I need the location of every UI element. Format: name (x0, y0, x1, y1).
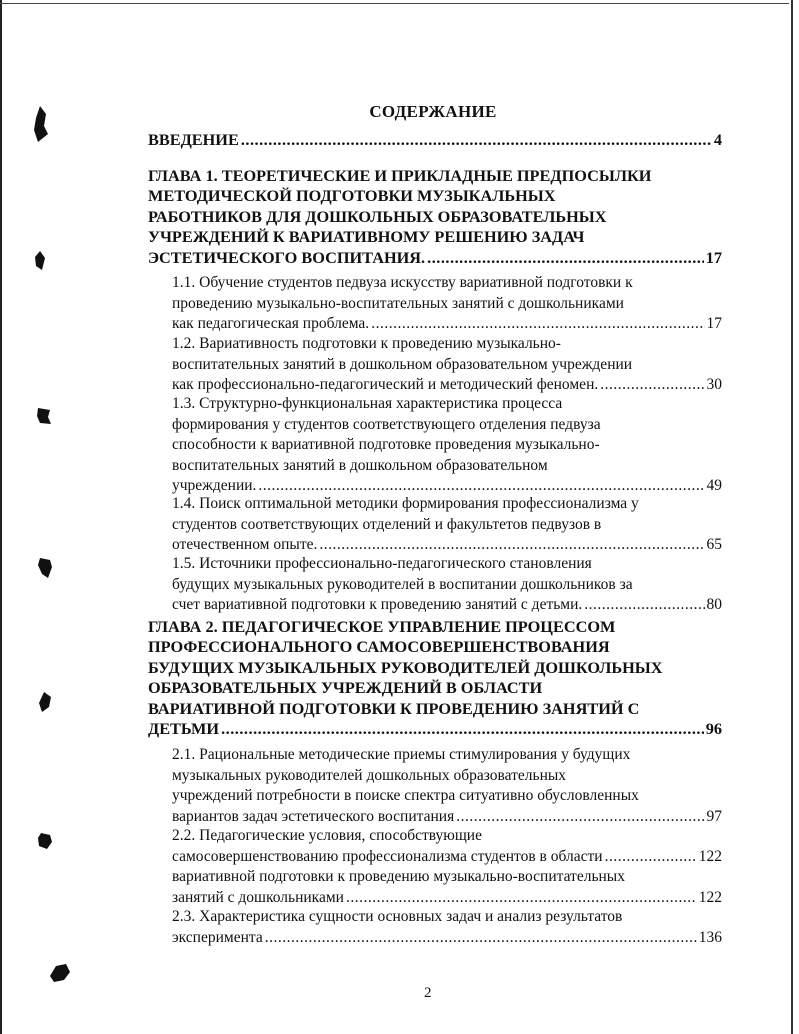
punch-hole-mark (36, 830, 54, 852)
entry-line: студентов соответствующих отделений и факультетов педвузов в (172, 515, 602, 533)
page-ref: 96 (705, 719, 722, 739)
entry-line: 2.3. Характеристика сущности основных задач и анализ результатов (172, 908, 623, 925)
entry-line: ПРОФЕССИОНАЛЬНОГО САМОСОВЕРШЕНСТВОВАНИЯ (148, 637, 610, 657)
entry-line: 1.3. Структурно-функциональная характеристика процесса (172, 395, 563, 412)
dot-leader (346, 888, 697, 909)
entry-line: 1.4. Поиск оптимальной методики формирования профессионализма у (172, 495, 639, 512)
page-ref: 49 (706, 477, 722, 495)
toc-entry-section-2-2 (172, 826, 722, 867)
toc-entry-section-1-4 (172, 494, 722, 556)
entry-text: эксперимента (172, 928, 263, 946)
page-ref: 136 (698, 928, 722, 946)
entry-line: ОБРАЗОВАТЕЛЬНЫХ УЧРЕЖДЕНИЙ В ОБЛАСТИ (148, 678, 543, 698)
entry-line: БУДУЩИХ МУЗЫКАЛЬНЫХ РУКОВОДИТЕЛЕЙ ДОШКОЛЬНЫХ (148, 657, 663, 677)
toc-entry-section-1-3 (172, 394, 722, 497)
toc-entry-section-1-2 (172, 334, 722, 396)
toc-entry-chapter-2 (148, 617, 722, 739)
toc-entry-section-1-1 (172, 273, 722, 335)
entry-line: ГЛАВА 1. ТЕОРЕТИЧЕСКИЕ И ПРИКЛАДНЫЕ ПРЕДПОСЫЛКИ (148, 166, 652, 185)
entry-line: будущих музыкальных руководителей в воспитании дошкольников за (172, 575, 633, 593)
page-ref: 80 (706, 596, 722, 614)
scan-top-edge (0, 3, 789, 4)
scan-right-edge (791, 0, 793, 1034)
toc-entry-section-2-3 (172, 907, 722, 948)
toc-entry-section-1-5 (172, 554, 722, 616)
entry-line: ГЛАВА 2. ПЕДАГОГИЧЕСКОЕ УПРАВЛЕНИЕ ПРОЦЕССОМ (148, 617, 616, 636)
entry-line: РАБОТНИКОВ ДЛЯ ДОШКОЛЬНЫХ ОБРАЗОВАТЕЛЬНЫХ (148, 206, 607, 226)
page-ref: 122 (698, 888, 722, 906)
entry-line: музыкальных руководителей дошкольных образовательных (172, 766, 567, 784)
toc-entry-chapter-1 (148, 166, 722, 268)
entry-line: 1.5. Источники профессионально-педагогического становления (172, 555, 592, 572)
entry-text: вариантов задач эстетического воспитания (172, 807, 455, 825)
entry-text: как педагогическая проблема. (172, 315, 370, 333)
dot-leader (319, 535, 704, 556)
entry-line: учреждений потребности в поиске спектра ситуативно обусловленных (172, 787, 639, 805)
entry-line: вариативной подготовки к проведению музыкально-воспитательных (172, 868, 625, 885)
dot-leader (600, 375, 704, 396)
dot-leader (605, 847, 697, 868)
entry-text: как профессионально-педагогический и методический феномен. (172, 376, 599, 394)
punch-hole-mark (35, 405, 53, 427)
entry-text: ДЕТЬМИ (148, 719, 220, 739)
entry-line: способности к вариативной подготовке проведения музыкально- (172, 436, 600, 454)
entry-text: ЭСТЕТИЧЕСКОГО ВОСПИТАНИЯ. (148, 247, 426, 267)
punch-hole-mark (33, 250, 47, 274)
entry-line: формирования у студентов соответствующего отделения педвуза (172, 415, 601, 433)
dot-leader (265, 928, 697, 949)
entry-line: 2.2. Педагогические условия, способствующие (172, 827, 482, 844)
entry-line: 2.1. Рациональные методические приемы стимулирования у будущих (172, 746, 631, 763)
punch-hole-mark (36, 690, 54, 714)
dot-leader (456, 807, 704, 828)
page-ref: 17 (706, 315, 722, 333)
page-number: 2 (424, 985, 432, 1001)
entry-text: занятий с дошкольниками (172, 888, 344, 906)
entry-text: отечественном опыте. (172, 536, 318, 554)
entry-line: воспитательных занятий в дошкольном образовательном (172, 456, 548, 474)
dot-leader (221, 719, 704, 739)
entry-line: УЧРЕЖДЕНИЙ К ВАРИАТИВНОМУ РЕШЕНИЮ ЗАДАЧ (148, 227, 585, 247)
entry-line: воспитательных занятий в дошкольном образовательном учреждении (172, 355, 633, 373)
entry-line: 1.2. Вариативность подготовки к проведению музыкально- (172, 335, 561, 352)
page-ref: 97 (706, 807, 722, 825)
page-ref: 4 (713, 130, 722, 149)
entry-text: учреждении. (172, 477, 257, 495)
entry-line: ВАРИАТИВНОЙ ПОДГОТОВКИ К ПРОВЕДЕНИЮ ЗАНЯТИЙ С (148, 698, 640, 718)
entry-text: счет вариативной подготовки к проведению занятий с детьми. (172, 596, 583, 614)
entry-line: 1.1. Обучение студентов педвуза искусству вариативной подготовки к (172, 274, 633, 291)
punch-hole-mark (46, 960, 72, 984)
dot-leader (241, 130, 712, 150)
dot-leader (371, 314, 704, 335)
page-ref: 122 (698, 847, 722, 865)
dot-leader (427, 248, 704, 268)
page-ref: 65 (706, 536, 722, 554)
dot-leader (584, 595, 704, 616)
entry-line: проведению музыкально-воспитательных занятий с дошкольниками (172, 294, 624, 312)
page-ref: 17 (705, 247, 722, 267)
toc-entry-section-2-1 (172, 745, 722, 827)
toc-entry-section-2-2-continued (172, 867, 722, 908)
page-title: СОДЕРЖАНИЕ (369, 102, 497, 121)
entry-text: ВВЕДЕНИЕ (148, 130, 239, 149)
toc-entry-introduction (148, 130, 722, 150)
page-ref: 30 (706, 376, 722, 394)
entry-line: МЕТОДИЧЕСКОЙ ПОДГОТОВКИ МУЗЫКАЛЬНЫХ (148, 186, 556, 206)
entry-text: самосовершенствованию профессионализма студентов в области (172, 847, 603, 865)
scan-left-edge (0, 0, 2, 1034)
punch-hole-mark (36, 556, 54, 580)
